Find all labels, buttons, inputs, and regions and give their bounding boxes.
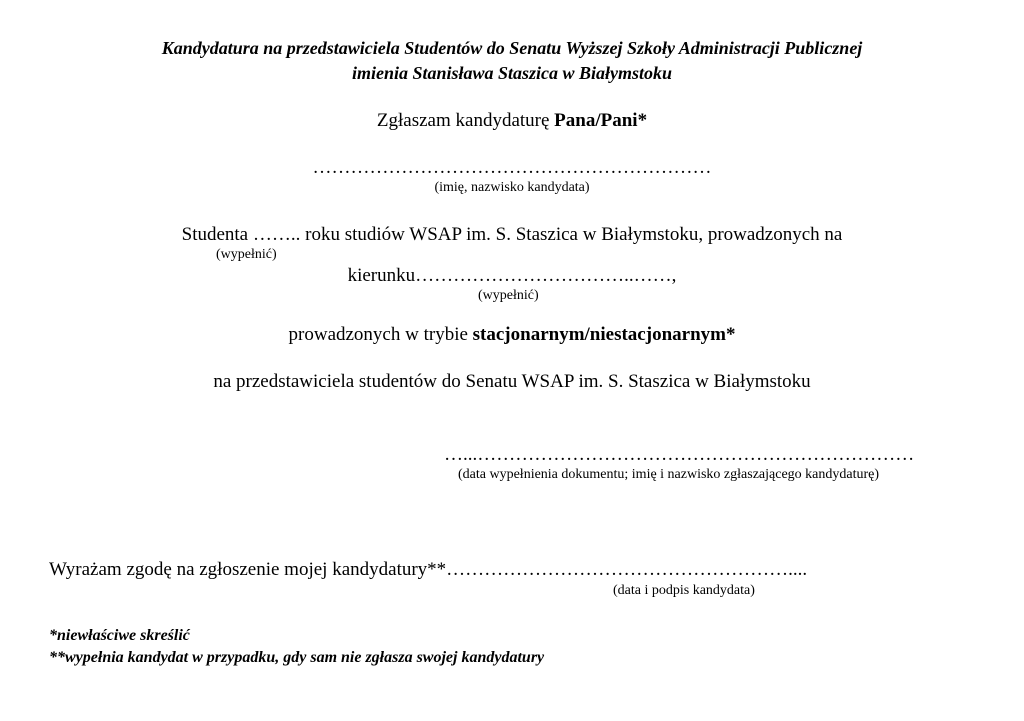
study-mode-prefix: prowadzonych w trybie <box>288 324 473 345</box>
purpose-line: na przedstawiciela studentów do Senatu WSAP im. S. Staszica w Białymstoku <box>213 371 811 392</box>
consent-caption: (data i podpis kandydata) <box>613 583 755 598</box>
field-of-study-line[interactable]: kierunku……………………………..……, <box>347 265 677 286</box>
consent-line[interactable]: Wyrażam zgodę na zgłoszenie mojej kandydatury**……………………………………………….... <box>49 559 808 580</box>
submitter-caption: (data wypełnienia dokumentu; imię i nazwisko zgłaszającego kandydaturę) <box>458 467 880 482</box>
student-year-line[interactable]: Studenta …….. roku studiów WSAP im. S. Staszica w Białymstoku, prowadzonych na <box>181 224 843 245</box>
submitter-field[interactable]: …...…………………………………………………………… <box>444 444 915 465</box>
footnote-2: **wypełnia kandydat w przypadku, gdy sam nie zgłasza swojej kandydatury <box>49 649 545 666</box>
nomination-line <box>0 110 1024 132</box>
document-title-line-1: Kandydatura na przedstawiciela Studentów do Senatu Wyższej Szkoły Administracji Publicznej <box>161 38 863 58</box>
candidate-name-caption: (imię, nazwisko kandydata) <box>434 180 590 195</box>
document-title-line-2: imienia Stanisława Staszica w Białymstoku <box>351 63 673 83</box>
field-of-study-caption: (wypełnić) <box>478 288 539 303</box>
footnote-1: *niewłaściwe skreślić <box>49 627 190 644</box>
nomination-prefix: Zgłaszam kandydaturę <box>376 110 555 131</box>
student-year-caption: (wypełnić) <box>216 247 277 262</box>
study-mode-line <box>0 324 1024 346</box>
nomination-gender: Pana/Pani* <box>554 110 648 131</box>
study-mode-options[interactable]: stacjonarnym/niestacjonarnym* <box>472 324 736 345</box>
candidate-name-field[interactable]: ……………………………………………………… <box>312 157 712 178</box>
